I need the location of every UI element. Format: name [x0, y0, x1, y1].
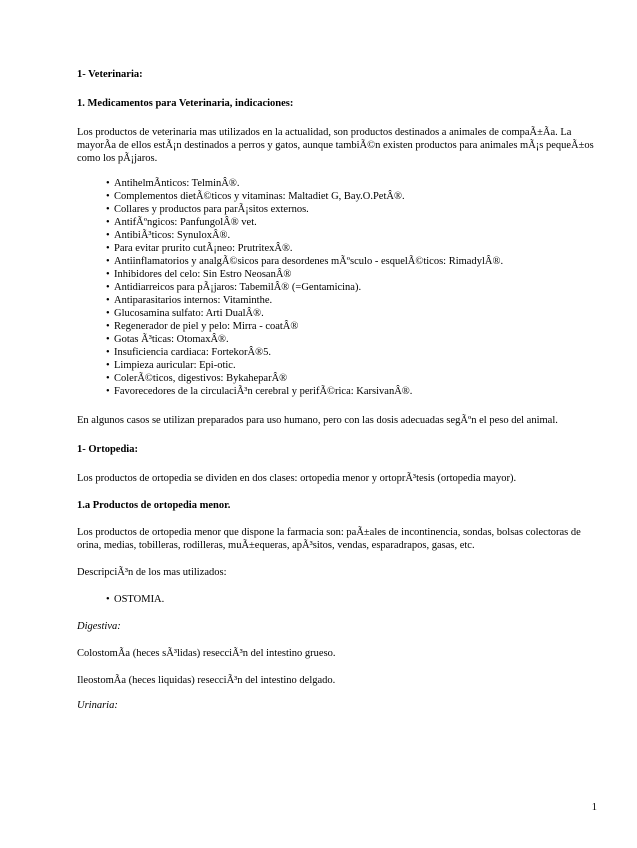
intro-paragraph: Los productos de veterinaria mas utilizados en la actualidad, son productos destinados a animales de compaÃ±Ãa. La mayorÃa de ellos estÃ¡n destinados a perros y gatos, aunque tambiÃ©n existen productos para animales mÃ¡s pequeÃ±os como los pÃ¡jaros. [77, 127, 594, 164]
list-item: • Insuficiencia cardiaca: FortekorÂ®5. [106, 346, 602, 359]
ostomia-list [77, 593, 602, 606]
document-page [77, 68, 602, 712]
list-item: • AntifÃºngicos: PanfungolÂ® vet. [106, 216, 602, 229]
human-preparations-paragraph: En algunos casos se utilizan preparados para uso humano, pero con las dosis adecuadas segÃºn el peso del animal. [77, 415, 558, 426]
list-item: • Inhibidores del celo: Sin Estro NeosanÂ® [106, 268, 602, 281]
list-item: • Antiinflamatorios y analgÃ©sicos para desordenes mÃºsculo - esquelÃ©ticos: RimadylÂ®. [106, 255, 602, 268]
list-item: • Antiparasitarios internos: Vitaminthe. [106, 294, 602, 307]
list-item: • Para evitar prurito cutÃ¡neo: PrutritexÂ®. [106, 242, 602, 255]
list-item: • Glucosamina sulfato: Arti DualÂ®. [106, 307, 602, 320]
colostomia-paragraph: ColostomÃa (heces sÃ³lidas) resecciÃ³n del intestino grueso. [77, 648, 336, 659]
list-item: • Favorecedores de la circulaciÃ³n cerebral y perifÃ©rica: KarsivanÂ®. [106, 385, 602, 398]
list-item: • Complementos dietÃ©ticos y vitaminas: Maltadiet G, Bay.O.PetÂ®. [106, 190, 602, 203]
page-number: 1 [591, 802, 597, 813]
medications-list [77, 177, 602, 398]
list-item: • AntibiÃ³ticos: SynuloxÂ®. [106, 229, 602, 242]
heading-ortopedia: 1- Ortopedia: [77, 444, 138, 455]
list-item: • Antidiarreicos para pÃ¡jaros: TabemilÂ® (=Gentamicina). [106, 281, 602, 294]
heading-veterinaria: 1- Veterinaria: [77, 69, 143, 80]
list-item: • ColerÃ©ticos, digestivos: BykaheparÂ® [106, 372, 602, 385]
ileostomia-paragraph: IleostomÃa (heces liquidas) resecciÃ³n del intestino delgado. [77, 675, 336, 686]
ortopedia-paragraph: Los productos de ortopedia se dividen en dos clases: ortopedia menor y ortoprÃ³tesis (ortopedia mayor). [77, 473, 517, 484]
list-item: • Collares y productos para parÃ¡sitos externos. [106, 203, 602, 216]
list-item: • Limpieza auricular: Epi-otic. [106, 359, 602, 372]
heading-medicamentos: 1. Medicamentos para Veterinaria, indicaciones: [77, 98, 294, 109]
list-item: • Gotas Ã³ticas: OtomaxÂ®. [106, 333, 602, 346]
urinaria-subheading: Urinaria: [77, 700, 118, 711]
heading-ortopedia-menor: 1.a Productos de ortopedia menor. [77, 500, 231, 511]
ortopedia-menor-paragraph: Los productos de ortopedia menor que dispone la farmacia son: paÃ±ales de incontinencia, sondas, bolsas colectoras de orina, medias, tobilleras, rodilleras, muÃ±equeras, apÃ³sitos, vendas, esparadrapos, gasas, etc. [77, 527, 581, 551]
list-item: • AntihelmÃnticos: TelminÂ®. [106, 177, 602, 190]
descripcion-paragraph: DescripciÃ³n de los mas utilizados: [77, 567, 227, 578]
list-item: • Regenerador de piel y pelo: Mirra - coatÂ® [106, 320, 602, 333]
digestiva-subheading: Digestiva: [77, 621, 121, 632]
list-item: • OSTOMIA. [106, 593, 602, 606]
